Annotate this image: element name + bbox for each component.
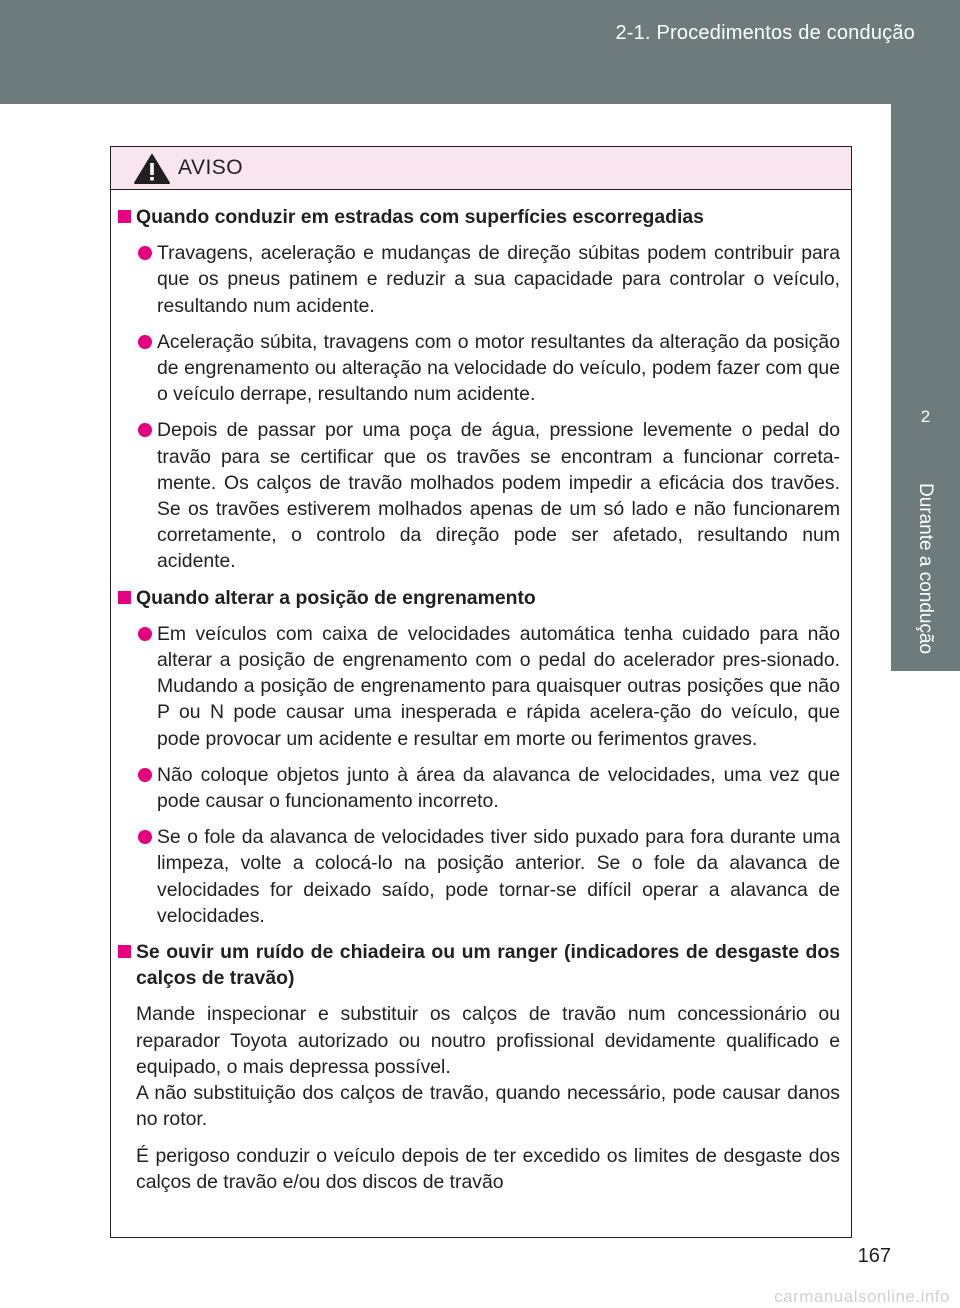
list-item: Aceleração súbita, travagens com o motor resultantes da alteração da posição de engrenamento ou alteração na velocidade do veículo, podem fazer com que o veículo derrape, resultando num acidente. (116, 329, 840, 408)
list-item: Em veículos com caixa de velocidades automática tenha cuidado para não alterar a posição de engrenamento com o pedal do acelerador pres-sionado. Mudando a posição de engrenamento para quaisquer outras posições que não P ou N pode causar uma inesperada e rápida acelera-ção do veículo, que pode provocar um acidente e resultar em morte ou ferimentos graves. (116, 621, 840, 752)
circle-bullet-icon (138, 246, 152, 260)
circle-bullet-icon (138, 423, 152, 437)
square-bullet-icon (118, 210, 131, 223)
paragraph: É perigoso conduzir o veículo depois de ter excedido os limites de desgaste dos calços de travão e/ou dos discos de travão (136, 1144, 840, 1193)
warning-triangle-icon (133, 153, 171, 185)
list-item: Depois de passar por uma poça de água, pressione levemente o pedal do travão para se certificar que os travões se encontram a funcionar correta-mente. Os calços de travão molhados podem impedir a eficácia dos travões. Se os travões estiverem molhados apenas de um só lado e não funcionarem corretamente, o controlo da direção pode ser afetado, resultando num acidente. (116, 417, 840, 574)
section-heading: Se ouvir um ruído de chiadeira ou um ranger (indicadores de desgaste dos calços de travão) (116, 939, 840, 991)
circle-bullet-icon (138, 627, 152, 641)
section-heading: Quando conduzir em estradas com superfícies escorregadias (116, 204, 840, 230)
circle-bullet-icon (138, 830, 152, 844)
warning-box (110, 146, 852, 1238)
warning-body (111, 190, 851, 1195)
side-strip (891, 104, 960, 371)
chapter-tab (891, 371, 960, 671)
square-bullet-icon (118, 591, 131, 604)
header-bar (0, 0, 960, 104)
warning-header (111, 147, 851, 190)
chapter-number: 2 (920, 407, 931, 426)
watermark: carmanualsonline.info (774, 1287, 950, 1306)
list-item: Travagens, aceleração e mudanças de direção súbitas podem contribuir para que os pneus patinem e reduzir a sua capacidade para controlar o veículo, resultando num acidente. (116, 240, 840, 319)
warning-title: AVISO (178, 156, 244, 179)
square-bullet-icon (118, 945, 131, 958)
section-heading: Quando alterar a posição de engrenamento (116, 585, 840, 611)
section-title: 2-1. Procedimentos de condução (615, 22, 915, 44)
paragraph: A não substituição dos calços de travão, quando necessário, pode causar danos no rotor. (136, 1082, 840, 1131)
list-item: Não coloque objetos junto à área da alavanca de velocidades, uma vez que pode causar o funcionamento incorreto. (116, 762, 840, 814)
circle-bullet-icon (138, 335, 152, 349)
chapter-title: Durante a condução (915, 483, 936, 655)
paragraph: Mande inspecionar e substituir os calços de travão num concessionário ou reparador Toyota autorizado ou noutro profissional devidamente qualificado e equipado, o mais depressa possível. (136, 1003, 840, 1078)
list-item: Se o fole da alavanca de velocidades tiver sido puxado para fora durante uma limpeza, volte a colocá-lo na posição anterior. Se o fole da alavanca de velocidades for deixado saído, pode tornar-se difícil operar a alavanca de velocidades. (116, 824, 840, 929)
page-number: 167 (857, 1245, 891, 1267)
circle-bullet-icon (138, 768, 152, 782)
